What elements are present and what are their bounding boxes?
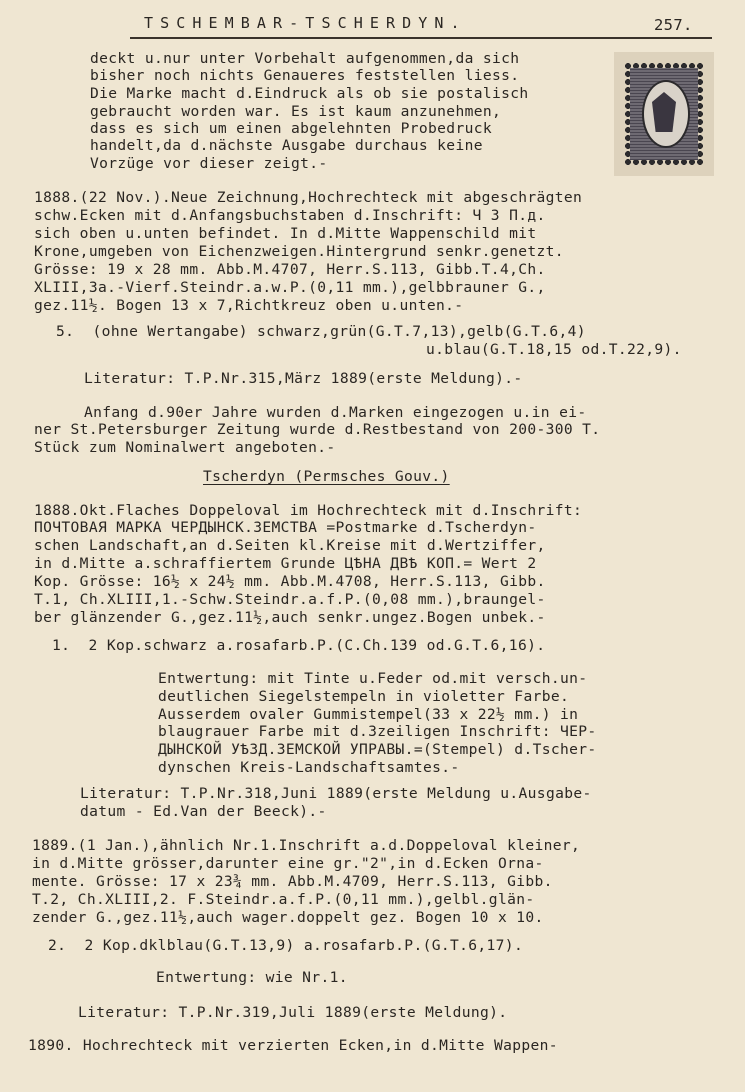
section-heading-tscherdyn: Tscherdyn (Permsches Gouv.)	[203, 468, 450, 485]
text-line: deutlichen Siegelstempeln in violetter Farbe.	[158, 688, 570, 705]
literature-line: Literatur: T.P.Nr.315,März 1889(erste Meldung).-	[84, 370, 523, 387]
text-line: blaugrauer Farbe mit d.3zeiligen Inschrift: ЧЕР-	[158, 723, 597, 740]
text-line: Die Marke macht d.Eindruck als ob sie postalisch	[90, 85, 529, 102]
stamp-listing-5: 5. (ohne Wertangabe) schwarz,grün(G.T.7,13),gelb(G.T.6,4)	[56, 323, 586, 340]
text-line: Vorzüge vor dieser zeigt.-	[90, 155, 328, 172]
text-line: u.blau(G.T.18,15 od.T.22,9).	[426, 341, 682, 358]
text-line: XLIII,3a.-Vierf.Steindr.a.w.P.(0,11 mm.),gelbbrauner G.,	[34, 279, 546, 296]
text-line: in d.Mitte grösser,darunter eine gr."2",in d.Ecken Orna-	[32, 855, 544, 872]
text-line: schw.Ecken mit d.Anfangsbuchstaben d.Inschrift: Ч З П.д.	[34, 207, 546, 224]
text-line: handelt,da d.nächste Ausgabe durchaus keine	[90, 137, 483, 154]
text-line: Stück zum Nominalwert angeboten.-	[34, 439, 336, 456]
entry-1890: 1890. Hochrechteck mit verzierten Ecken,in d.Mitte Wappen-	[28, 1037, 558, 1054]
cancellation-line: Entwertung: wie Nr.1.	[156, 969, 348, 986]
text-line: schen Landschaft,an d.Seiten kl.Kreise mit d.Wertziffer,	[34, 537, 546, 554]
stamp-listing-1: 1. 2 Kop.schwarz a.rosafarb.P.(C.Ch.139 od.G.T.6,16).	[52, 637, 546, 654]
text-line: T.2, Ch.XLIII,2. F.Steindr.a.f.P.(0,11 mm.),gelbl.glän-	[32, 891, 535, 908]
text-line: zender G.,gez.11½,auch wager.doppelt gez. Bogen 10 x 10.	[32, 909, 544, 926]
text-line: Krone,umgeben von Eichenzweigen.Hintergrund senkr.genetzt.	[34, 243, 564, 260]
text-line: Kop. Grösse: 16½ x 24½ mm. Abb.M.4708, Herr.S.113, Gibb.	[34, 573, 546, 590]
text-line: gez.11½. Bogen 13 x 7,Richtkreuz oben u.unten.-	[34, 297, 464, 314]
text-line: datum - Ed.Van der Beeck).-	[80, 803, 327, 820]
stamp-image	[614, 52, 714, 176]
text-line: T.1, Ch.XLIII,1.-Schw.Steindr.a.f.P.(0,08 mm.),braungel-	[34, 591, 546, 608]
text-line: Anfang d.90er Jahre wurden d.Marken eingezogen u.in ei-	[84, 404, 587, 421]
literature-line: Literatur: T.P.Nr.318,Juni 1889(erste Meldung u.Ausgabe-	[80, 785, 592, 802]
text-line: Ausserdem ovaler Gummistempel(33 x 22½ mm.) in	[158, 706, 579, 723]
text-line: bisher noch nichts Genaueres feststellen liess.	[90, 67, 520, 84]
literature-line: Literatur: T.P.Nr.319,Juli 1889(erste Meldung).	[78, 1004, 508, 1021]
running-header: TSCHEMBAR-TSCHERDYN.	[144, 14, 467, 32]
text-line: ber glänzender G.,gez.11½,auch senkr.ungez.Bogen unbek.-	[34, 609, 546, 626]
text-line: deckt u.nur unter Vorbehalt aufgenommen,da sich	[90, 50, 520, 67]
entry-1888-nov: 1888.(22 Nov.).Neue Zeichnung,Hochrechteck mit abgeschrägten	[34, 189, 583, 206]
text-line: sich oben u.unten befindet. In d.Mitte Wappenschild mit	[34, 225, 537, 242]
text-line: ner St.Petersburger Zeitung wurde d.Restbestand von 200-300 T.	[34, 421, 601, 438]
text-line: Grösse: 19 x 28 mm. Abb.M.4707, Herr.S.113, Gibb.T.4,Ch.	[34, 261, 546, 278]
entry-1888-okt: 1888.Okt.Flaches Doppeloval im Hochrechteck mit d.Inschrift:	[34, 502, 583, 519]
cancellation-line: Entwertung: mit Tinte u.Feder od.mit versch.un-	[158, 670, 588, 687]
text-line: gebraucht worden war. Es ist kaum anzunehmen,	[90, 103, 502, 120]
text-line: dynschen Kreis-Landschaftsamtes.-	[158, 759, 460, 776]
text-line: ПОЧТОВАЯ МАРКА ЧЕРДЫНСК.ЗЕМСТВА =Postmarke d.Tscherdyn-	[34, 519, 537, 536]
text-line: ДЫНСКОЙ УѢЗД.ЗЕМСКОЙ УПРАВЫ.=(Stempel) d.Tscher-	[158, 741, 597, 758]
header-rule	[130, 37, 712, 39]
text-line: in d.Mitte a.schraffiertem Grunde ЦѢНА ДВѢ КОП.= Wert 2	[34, 555, 537, 572]
stamp-listing-2: 2. 2 Kop.dklblau(G.T.13,9) a.rosafarb.P.(G.T.6,17).	[48, 937, 524, 954]
page-number: 257.	[654, 16, 693, 34]
text-line: dass es sich um einen abgelehnten Probedruck	[90, 120, 492, 137]
entry-1889: 1889.(1 Jan.),ähnlich Nr.1.Inschrift a.d.Doppeloval kleiner,	[32, 837, 581, 854]
text-line: mente. Grösse: 17 x 23¾ mm. Abb.M.4709, Herr.S.113, Gibb.	[32, 873, 553, 890]
